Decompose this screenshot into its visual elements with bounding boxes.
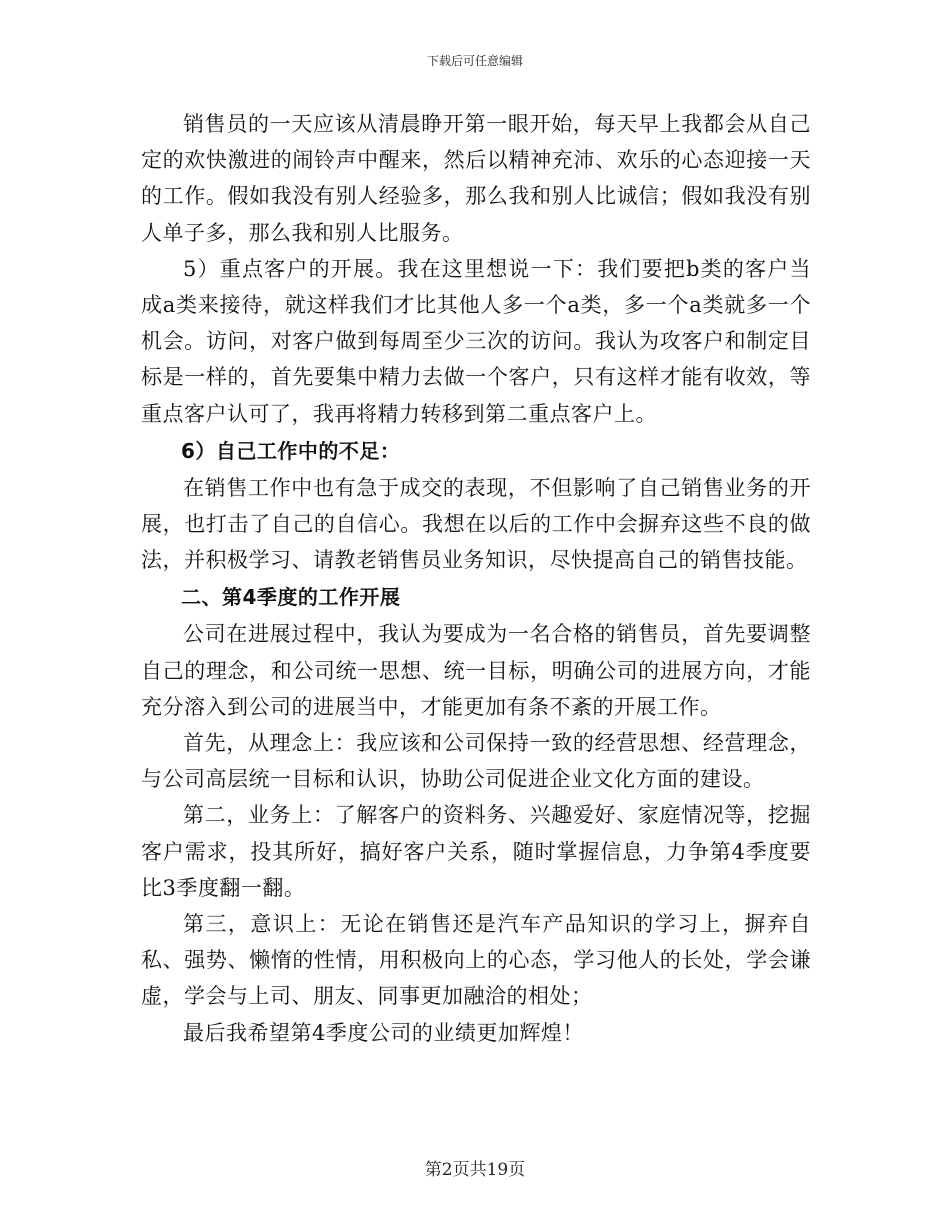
page-header: 下载后可任意编辑	[426, 54, 523, 68]
heading-shortcomings: 6）自己工作中的不足：	[181, 438, 401, 463]
heading-q4-work: 二、第4季度的工作开展	[181, 585, 401, 610]
paragraph-business: 第二，业务上：了解客户的资料务、兴趣爱好、家庭情况等，挖掘客户需求，投其所好，搞好客户关系，随时掌握信息，力争第4季度要比3季度翻一翻。	[141, 803, 811, 900]
document-body	[141, 106, 811, 1051]
paragraph-philosophy: 首先，从理念上：我应该和公司保持一致的经营思想、经营理念，与公司高层统一目标和认识，协助公司促进企业文化方面的建设。	[141, 731, 811, 792]
paragraph-company-progress: 公司在进展过程中，我认为要成为一名合格的销售员，首先要调整自己的理念，和公司统一思想、统一目标，明确公司的进展方向，才能充分溶入到公司的进展当中，才能更加有条不紊的开展工作。	[141, 622, 811, 719]
paragraph-closing: 最后我希望第4季度公司的业绩更加辉煌！	[183, 1020, 584, 1045]
paragraph-key-clients: 5）重点客户的开展。我在这里想说一下：我们要把b类的客户当成a类来接待，就这样我们才比其他人多一个a类，多一个a类就多一个机会。访问，对客户做到每周至少三次的访问。我认为攻客户和制定目标是一样的，首先要集中精力去做一个客户，只有这样才能有收效，等重点客户认可了，我再将精力转移到第二重点客户上。	[141, 256, 811, 426]
page-number: 第2页共19页	[424, 1160, 526, 1180]
paragraph-shortcomings: 在销售工作中也有急于成交的表现，不但影响了自己销售业务的开展，也打击了自己的自信心。我想在以后的工作中会摒弃这些不良的做法，并积极学习、请教老销售员业务知识，尽快提高自己的销售技能。	[141, 475, 811, 573]
paragraph-salesperson-day: 销售员的一天应该从清晨睁开第一眼开始，每天早上我都会从自己定的欢快激进的闹铃声中醒来，然后以精神充沛、欢乐的心态迎接一天的工作。假如我没有别人经验多，那么我和别人比诚信；假如我没有别人单子多，那么我和别人比服务。	[141, 112, 811, 245]
paragraph-awareness: 第三，意识上：无论在销售还是汽车产品知识的学习上，摒弃自私、强势、懒惰的性情，用积极向上的心态，学习他人的长处，学会谦虚，学会与上司、朋友、同事更加融洽的相处；	[141, 912, 811, 1009]
